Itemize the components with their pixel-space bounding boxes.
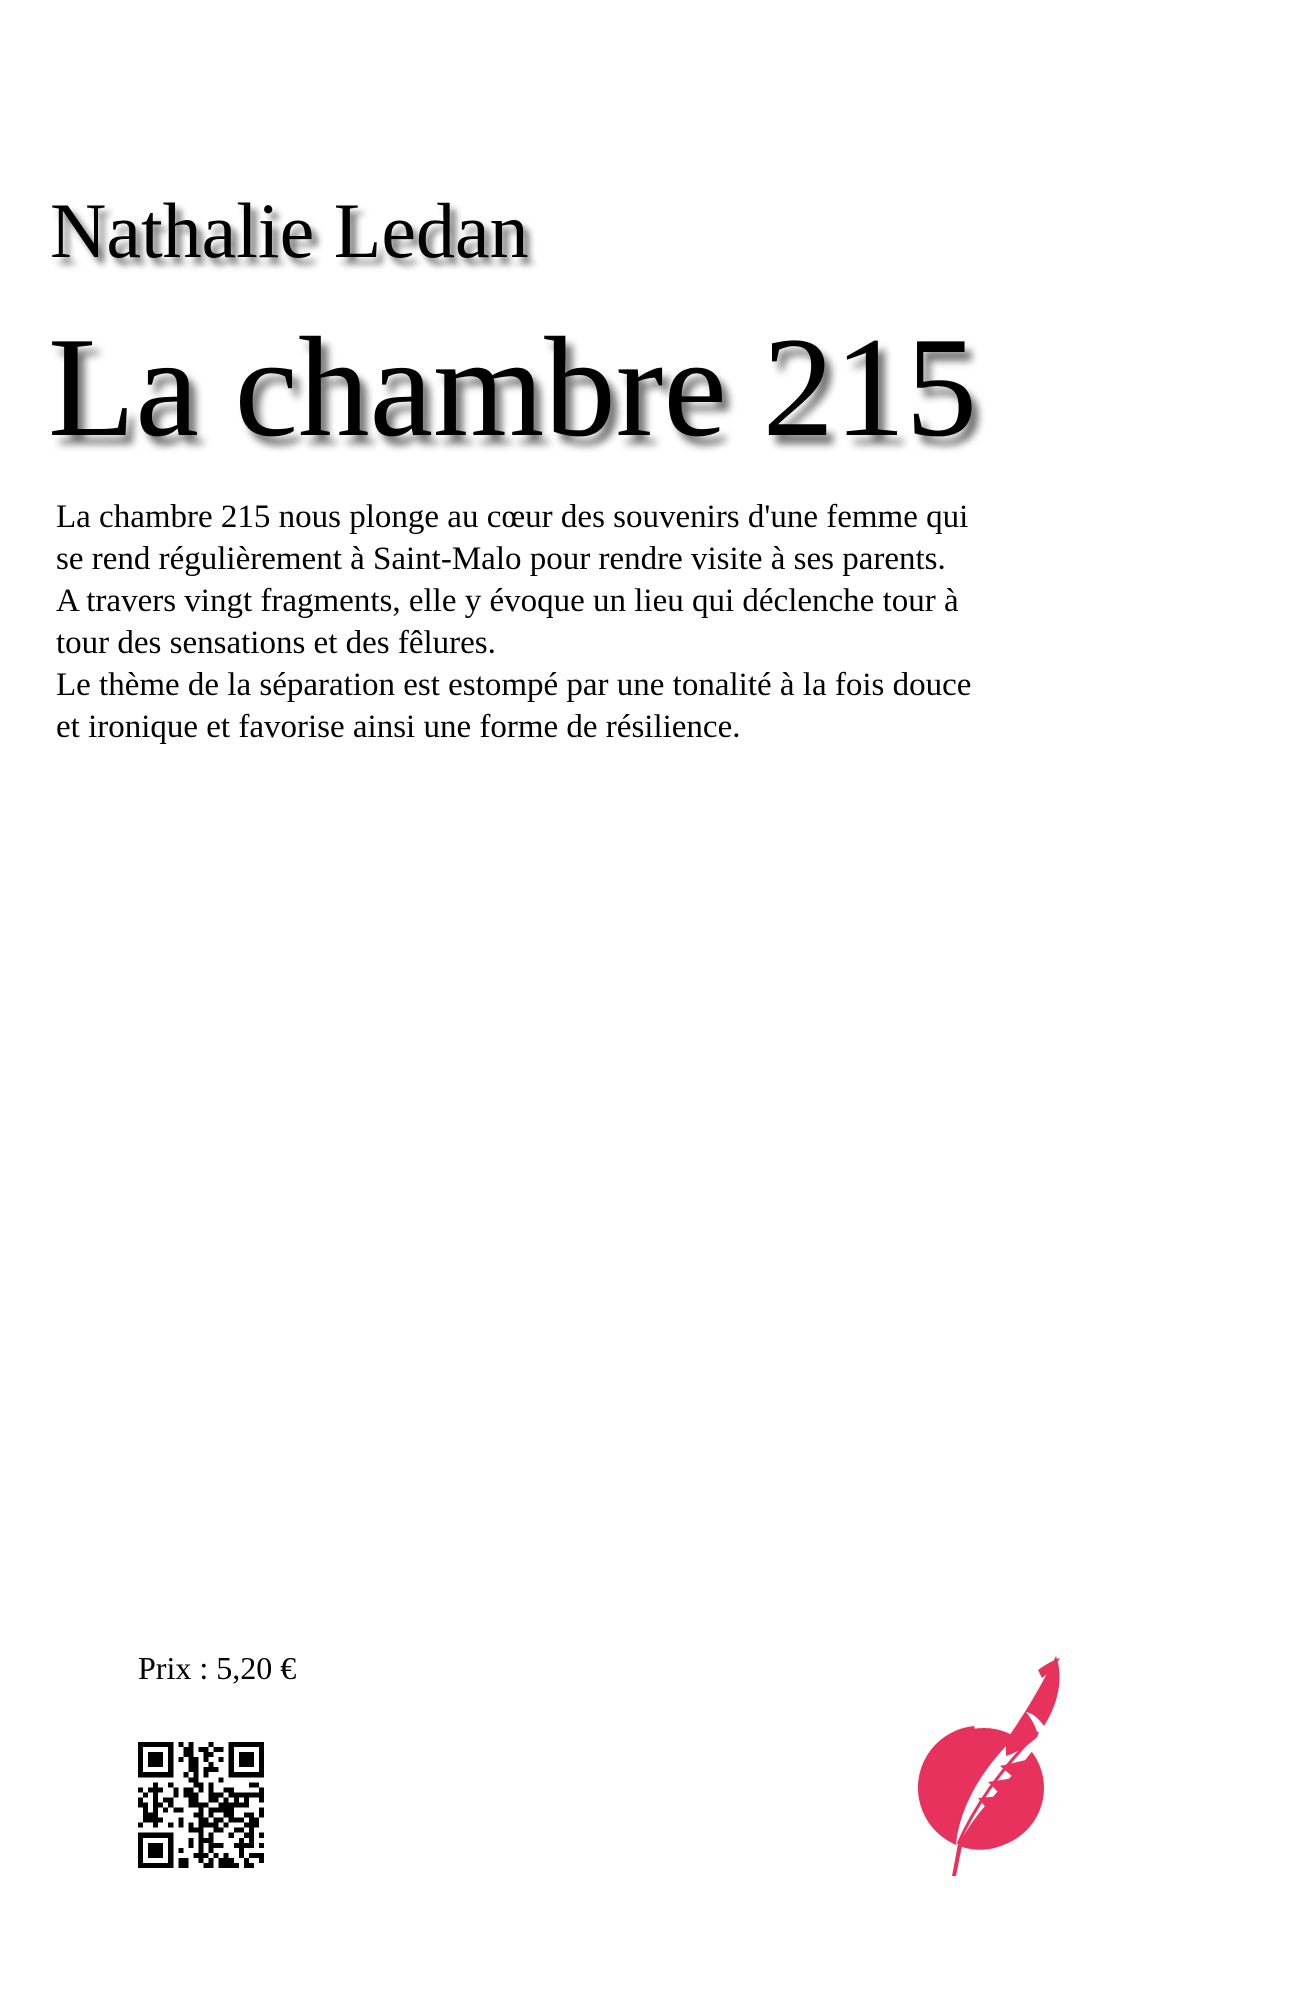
quill-logo-icon bbox=[888, 1648, 1078, 1878]
blurb-line: A travers vingt fragments, elle y évoque un lieu qui déclenche tour à bbox=[56, 583, 959, 619]
blurb-line: et ironique et favorise ainsi une forme de résilience. bbox=[56, 709, 741, 745]
blurb-line: se rend régulièrement à Saint-Malo pour rendre visite à ses parents. bbox=[56, 541, 946, 577]
qr-code-icon bbox=[138, 1742, 264, 1868]
author-name: Nathalie Ledan bbox=[50, 187, 529, 274]
blurb-line: Le thème de la séparation est estompé par une tonalité à la fois douce bbox=[56, 667, 972, 703]
book-blurb bbox=[56, 496, 1236, 748]
book-title: La chambre 215 bbox=[48, 308, 978, 466]
blurb-line: La chambre 215 nous plonge au cœur des souvenirs d'une femme qui bbox=[56, 499, 969, 535]
price-label: Prix : 5,20 € bbox=[138, 1650, 297, 1686]
blurb-line: tour des sensations et des fêlures. bbox=[56, 625, 496, 661]
